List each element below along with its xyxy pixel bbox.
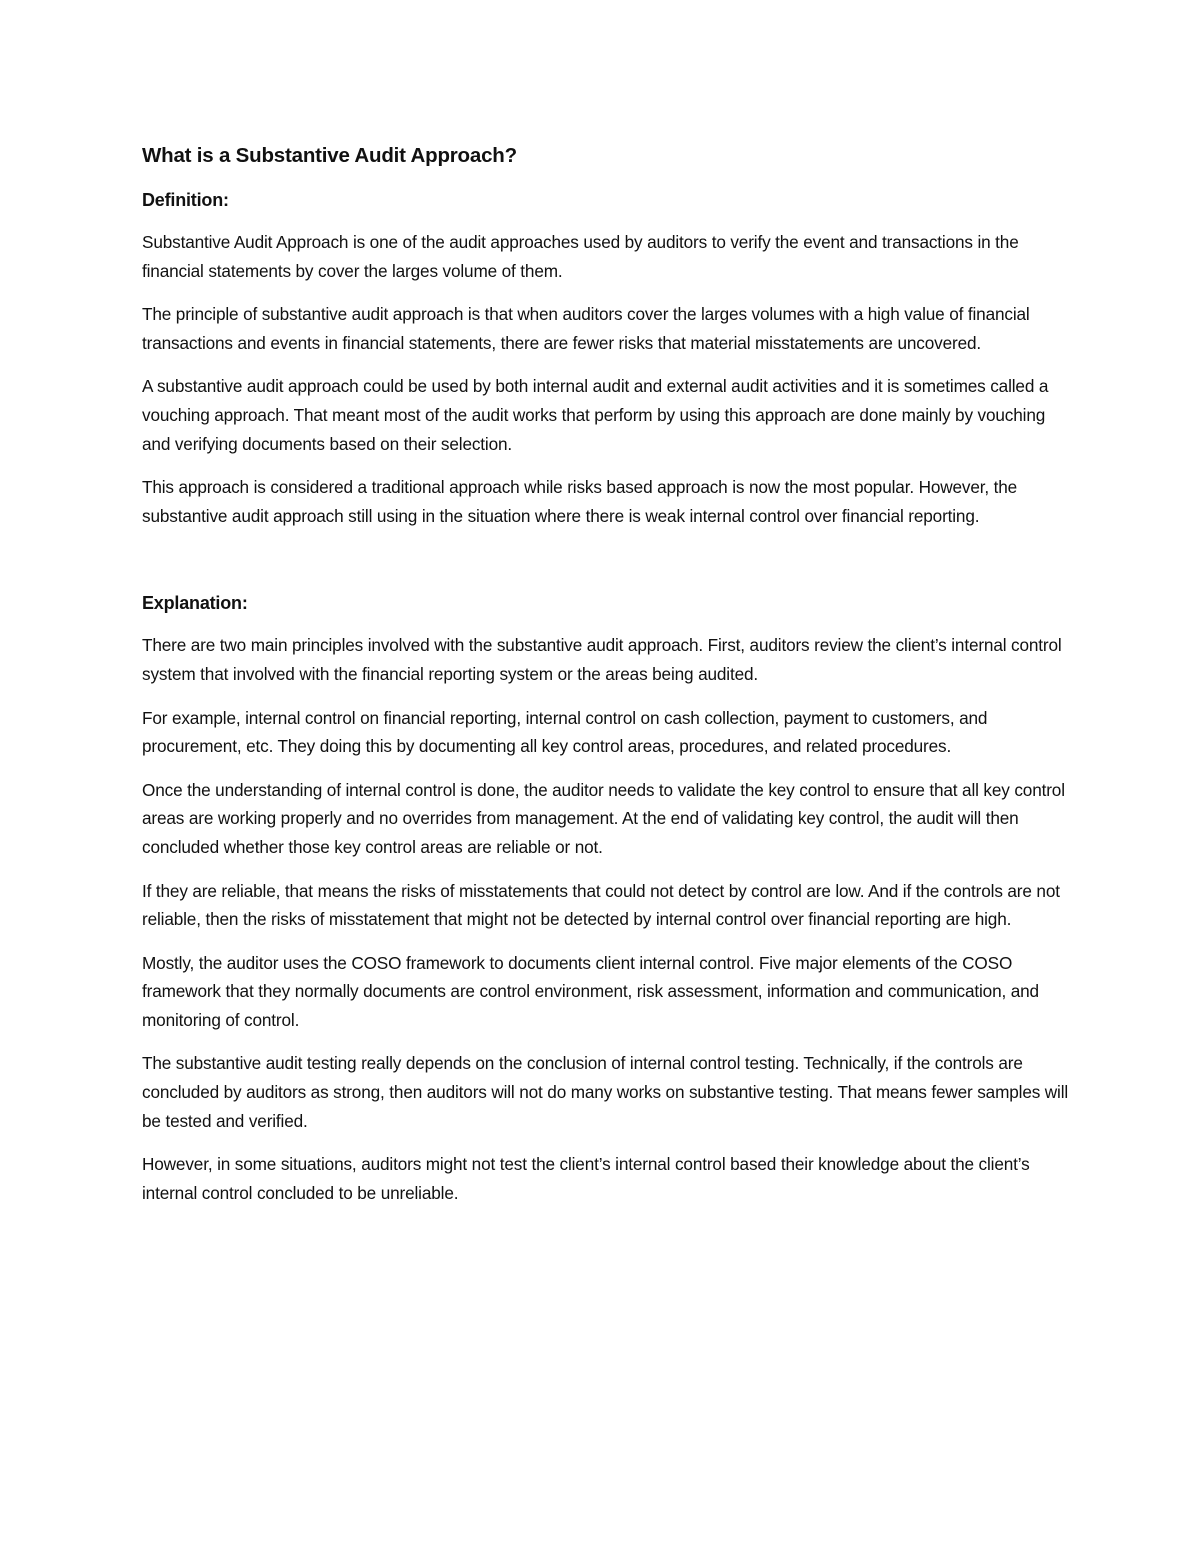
document-title: What is a Substantive Audit Approach? (142, 144, 517, 167)
paragraph: The substantive audit testing really depends on the conclusion of internal control testing. Technically, if the controls are concluded by auditors as strong, then auditors will not do many works on substantive testing. That means fewer samples will be tested and verified. (142, 1053, 1069, 1131)
paragraph: If they are reliable, that means the risks of misstatements that could not detect by control are low. And if the controls are not reliable, then the risks of misstatement that might not be detected by internal control over financial reporting are high. (142, 880, 1060, 930)
paragraph: The principle of substantive audit approach is that when auditors cover the larges volumes with a high value of financial transactions and events in financial statements, there are fewer risks that material misstatements are uncovered. (142, 304, 1030, 353)
paragraph: Once the understanding of internal control is done, the auditor needs to validate the key control to ensure that all key control areas are working properly and no overrides from management. At the end of validating key control, the audit will then concluded whether those key control areas are reliable or not. (142, 779, 1065, 857)
section-heading-explanation: Explanation: (142, 593, 248, 614)
paragraph: This approach is considered a traditional approach while risks based approach is now the most popular. However, the substantive audit approach still using in the situation where there is weak internal control over financial reporting. (142, 477, 1018, 526)
paragraph: For example, internal control on financial reporting, internal control on cash collection, payment to customers, and procurement, etc. They doing this by documenting all key control areas, procedures, and related procedures. (142, 707, 988, 757)
section-spacer (142, 545, 1072, 589)
paragraph: Mostly, the auditor uses the COSO framework to documents client internal control. Five major elements of the COSO framework that they normally documents are control environment, risk assessment, information and communication, and monitoring of control. (142, 952, 1039, 1030)
document-page (142, 140, 1072, 1222)
paragraph: Substantive Audit Approach is one of the audit approaches used by auditors to verify the event and transactions in the financial statements by cover the larges volume of them. (142, 232, 1019, 281)
paragraph: There are two main principles involved with the substantive audit approach. First, auditors review the client’s internal control system that involved with the financial reporting system or the areas being audited. (142, 635, 1062, 684)
paragraph: A substantive audit approach could be used by both internal audit and external audit activities and it is sometimes called a vouching approach. That meant most of the audit works that perform by using this approach are done mainly by vouching and verifying documents based on their selection. (142, 376, 1049, 454)
paragraph: However, in some situations, auditors might not test the client’s internal control based their knowledge about the client’s internal control concluded to be unreliable. (142, 1154, 1030, 1203)
section-heading-definition: Definition: (142, 190, 229, 210)
